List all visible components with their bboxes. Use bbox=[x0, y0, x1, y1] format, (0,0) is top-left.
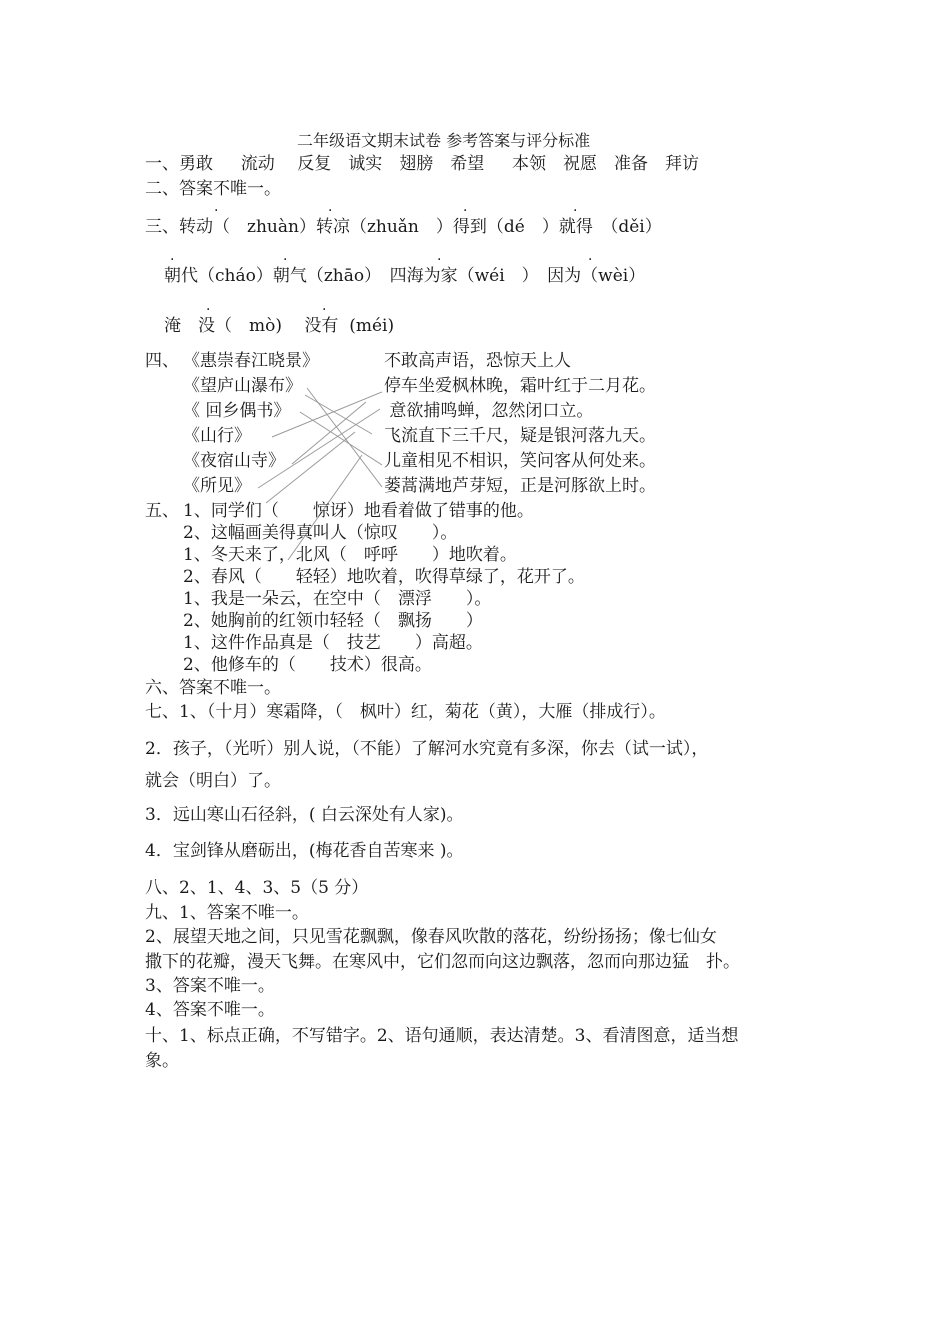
section-9-q3: 3、答案不唯一。 bbox=[145, 976, 275, 996]
poem-line: 儿童相见不相识，笑问客从何处来。 bbox=[384, 451, 656, 471]
section-9-q2-cont: 撒下的花瓣，漫天飞舞。在寒风中，它们忽而向这边飘落，忽而向那边猛 扑。 bbox=[145, 952, 740, 972]
poem-line: 蒌蒿满地芦芽短，正是河豚欲上时。 bbox=[384, 476, 656, 496]
section-5-item: 2、春风（ 轻轻）地吹着，吹得草绿了，花开了。 bbox=[183, 567, 585, 587]
emphasis-dot: · bbox=[214, 203, 219, 219]
section-3-row-2: 朝代（cháo）朝气（zhāo） 四海为家（wéi ） 因为（wèi） bbox=[164, 266, 646, 286]
section-5-item: 1、冬天来了，北风（ 呼呼 ）地吹着。 bbox=[183, 545, 517, 565]
section-3-row-3: 淹 没（ mò) 没有 (méi) bbox=[164, 316, 395, 336]
poem-title: 《山行》 bbox=[183, 426, 251, 446]
emphasis-dot: · bbox=[573, 203, 578, 219]
poem-title: 《望庐山瀑布》 bbox=[183, 376, 302, 396]
section-7-q4: 4．宝剑锋从磨砺出，(梅花香自苦寒来 )。 bbox=[145, 841, 464, 861]
section-3-row-1: 三、转动（ zhuàn）转凉（zhuǎn ）得到（dé ）就得 （děi） bbox=[145, 217, 662, 237]
section-8: 八、2、1、4、3、5（5 分） bbox=[145, 878, 369, 898]
section-7-q2: 2．孩子，（光听）别人说，（不能）了解河水究竟有多深，你去（试一试）， bbox=[145, 739, 709, 759]
poem-line: 意欲捕鸣蝉，忽然闭口立。 bbox=[384, 401, 594, 421]
poem-line: 停车坐爱枫林晚，霜叶红于二月花。 bbox=[384, 376, 656, 396]
section-5-item: 1、同学们（ 惊讶）地看着做了错事的他。 bbox=[183, 501, 534, 521]
page-title: 二年级语文期末试卷 参考答案与评分标准 bbox=[297, 131, 591, 150]
section-1: 一、勇敢 流动 反复 诚实 翅膀 希望 本领 祝愿 准备 拜访 bbox=[145, 154, 700, 174]
section-7-q1: 七、1、（十月）寒霜降，（ 枫叶）红，菊花（黄），大雁（排成行）。 bbox=[145, 702, 666, 722]
match-line bbox=[266, 432, 355, 503]
emphasis-dot: · bbox=[437, 252, 442, 268]
section-5-item: 1、我是一朵云，在空中（ 漂浮 ）。 bbox=[183, 589, 492, 609]
section-7-q3: 3．远山寒山石径斜，( 白云深处有人家)。 bbox=[145, 805, 464, 825]
section-5-item: 2、他修车的（ 技术）很高。 bbox=[183, 655, 432, 675]
emphasis-dot: · bbox=[322, 302, 327, 318]
emphasis-dot: · bbox=[328, 203, 333, 219]
match-line bbox=[300, 412, 382, 465]
section-2: 二、答案不唯一。 bbox=[145, 179, 281, 199]
section-5-label: 五、 bbox=[145, 501, 179, 521]
match-line bbox=[305, 395, 372, 434]
section-5-item: 1、这件作品真是（ 技艺 ）高超。 bbox=[183, 633, 483, 653]
match-line bbox=[258, 409, 380, 488]
section-10-cont: 象。 bbox=[145, 1051, 179, 1071]
section-9-q2: 2、展望天地之间，只见雪花飘飘，像春风吹散的落花，纷纷扬扬；像七仙女 bbox=[145, 927, 717, 947]
emphasis-dot: · bbox=[206, 302, 211, 318]
section-9-q1: 九、1、答案不唯一。 bbox=[145, 903, 309, 923]
emphasis-dot: · bbox=[588, 252, 593, 268]
poem-title: 《所见》 bbox=[183, 476, 251, 496]
section-9-q4: 4、答案不唯一。 bbox=[145, 1000, 275, 1020]
section-6: 六、答案不唯一。 bbox=[145, 678, 281, 698]
poem-line: 飞流直下三千尺，疑是银河落九天。 bbox=[384, 426, 656, 446]
section-7-q2-cont: 就会（明白）了。 bbox=[145, 771, 281, 791]
section-4-label: 四、 bbox=[145, 351, 179, 371]
emphasis-dot: · bbox=[463, 203, 468, 219]
poem-line: 不敢高声语，恐惊天上人 bbox=[384, 351, 571, 371]
emphasis-dot: · bbox=[283, 252, 288, 268]
poem-title: 《夜宿山寺》 bbox=[183, 451, 285, 471]
section-5-item: 2、她胸前的红领巾轻轻（ 飘扬 ） bbox=[183, 611, 483, 631]
section-5-item: 2、这幅画美得真叫人（惊叹 ）。 bbox=[183, 523, 458, 543]
match-line bbox=[292, 402, 366, 464]
poem-title: 《 回乡偶书》 bbox=[183, 401, 291, 421]
poem-title: 《惠崇春江晓景》 bbox=[183, 351, 319, 371]
section-10: 十、1、标点正确，不写错字。2、语句通顺，表达清楚。3、看清图意，适当想 bbox=[145, 1026, 739, 1046]
emphasis-dot: · bbox=[170, 252, 175, 268]
